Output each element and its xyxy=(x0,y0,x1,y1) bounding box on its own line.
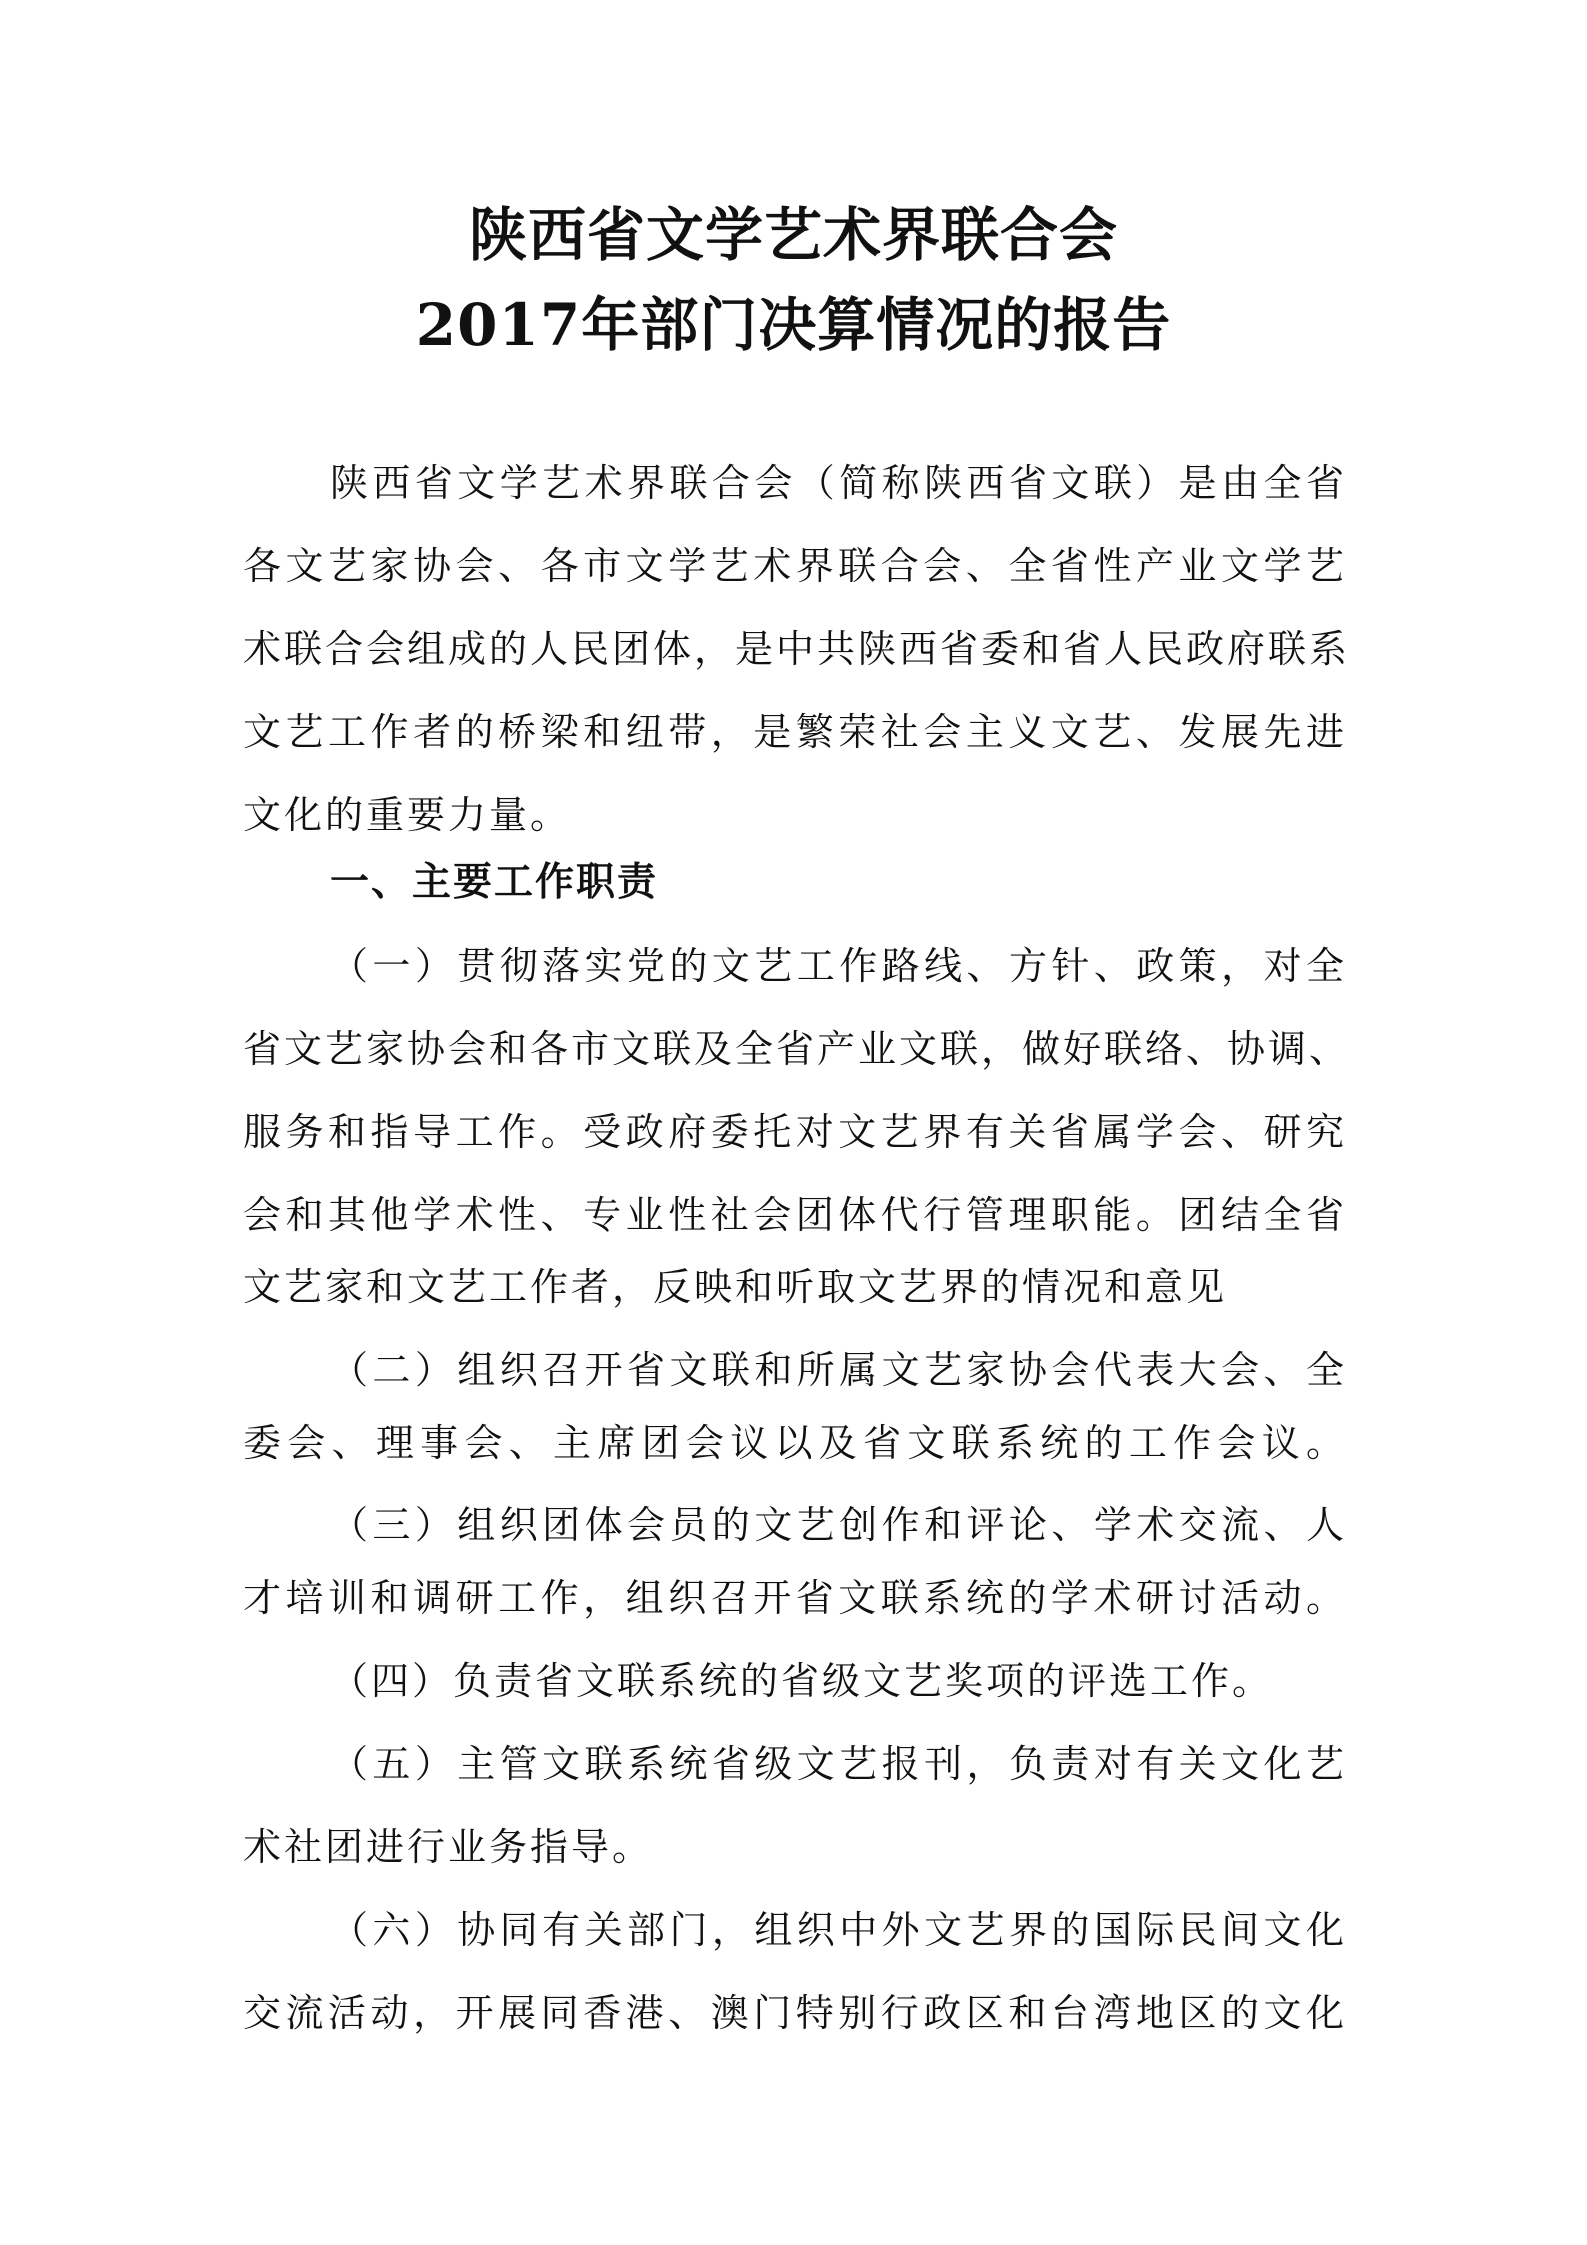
document-title-line-1: 陕西省文学艺术界联合会 xyxy=(468,201,1118,269)
intro-line-2: 各文艺家协会、各市文学艺术界联合会、全省性产业文学艺 xyxy=(243,544,1347,588)
duty-5-line-1: （五）主管文联系统省级文艺报刊，负责对有关文化艺 xyxy=(330,1742,1347,1786)
duty-5-line-2: 术社团进行业务指导。 xyxy=(243,1825,654,1869)
duty-1-line-5: 文艺家和文艺工作者，反映和听取文艺界的情况和意见 xyxy=(243,1265,1228,1309)
duty-3-line-2: 才培训和调研工作，组织召开省文联系统的学术研讨活动。 xyxy=(243,1576,1347,1620)
duty-3-line-1: （三）组织团体会员的文艺创作和评论、学术交流、人 xyxy=(330,1503,1347,1547)
duty-2-line-1: （二）组织召开省文联和所属文艺家协会代表大会、全 xyxy=(330,1348,1347,1392)
duty-1-line-3: 服务和指导工作。受政府委托对文艺界有关省属学会、研究 xyxy=(243,1110,1347,1154)
duty-1-line-1: （一）贯彻落实党的文艺工作路线、方针、政策，对全 xyxy=(330,944,1347,988)
duty-1-line-4: 会和其他学术性、专业性社会团体代行管理职能。团结全省 xyxy=(243,1193,1347,1237)
intro-line-1: 陕西省文学艺术界联合会（简称陕西省文联）是由全省 xyxy=(330,461,1347,505)
intro-line-5: 文化的重要力量。 xyxy=(243,793,572,837)
duty-1-line-2: 省文艺家协会和各市文联及全省产业文联，做好联络、协调、 xyxy=(243,1027,1351,1071)
intro-line-3: 术联合会组成的人民团体，是中共陕西省委和省人民政府联系 xyxy=(243,627,1351,671)
duty-4-line-1: （四）负责省文联系统的省级文艺奖项的评选工作。 xyxy=(330,1659,1274,1703)
document-title-line-2: 2017年部门决算情况的报告 xyxy=(415,291,1172,359)
duty-6-line-2: 交流活动，开展同香港、澳门特别行政区和台湾地区的文化 xyxy=(243,1991,1347,2035)
duty-2-line-2: 委会、理事会、主席团会议以及省文联系统的工作会议。 xyxy=(243,1421,1347,1465)
intro-line-4: 文艺工作者的桥梁和纽带，是繁荣社会主义文艺、发展先进 xyxy=(243,710,1347,754)
duty-6-line-1: （六）协同有关部门，组织中外文艺界的国际民间文化 xyxy=(330,1908,1347,1952)
section-heading: 一、主要工作职责 xyxy=(330,860,659,905)
